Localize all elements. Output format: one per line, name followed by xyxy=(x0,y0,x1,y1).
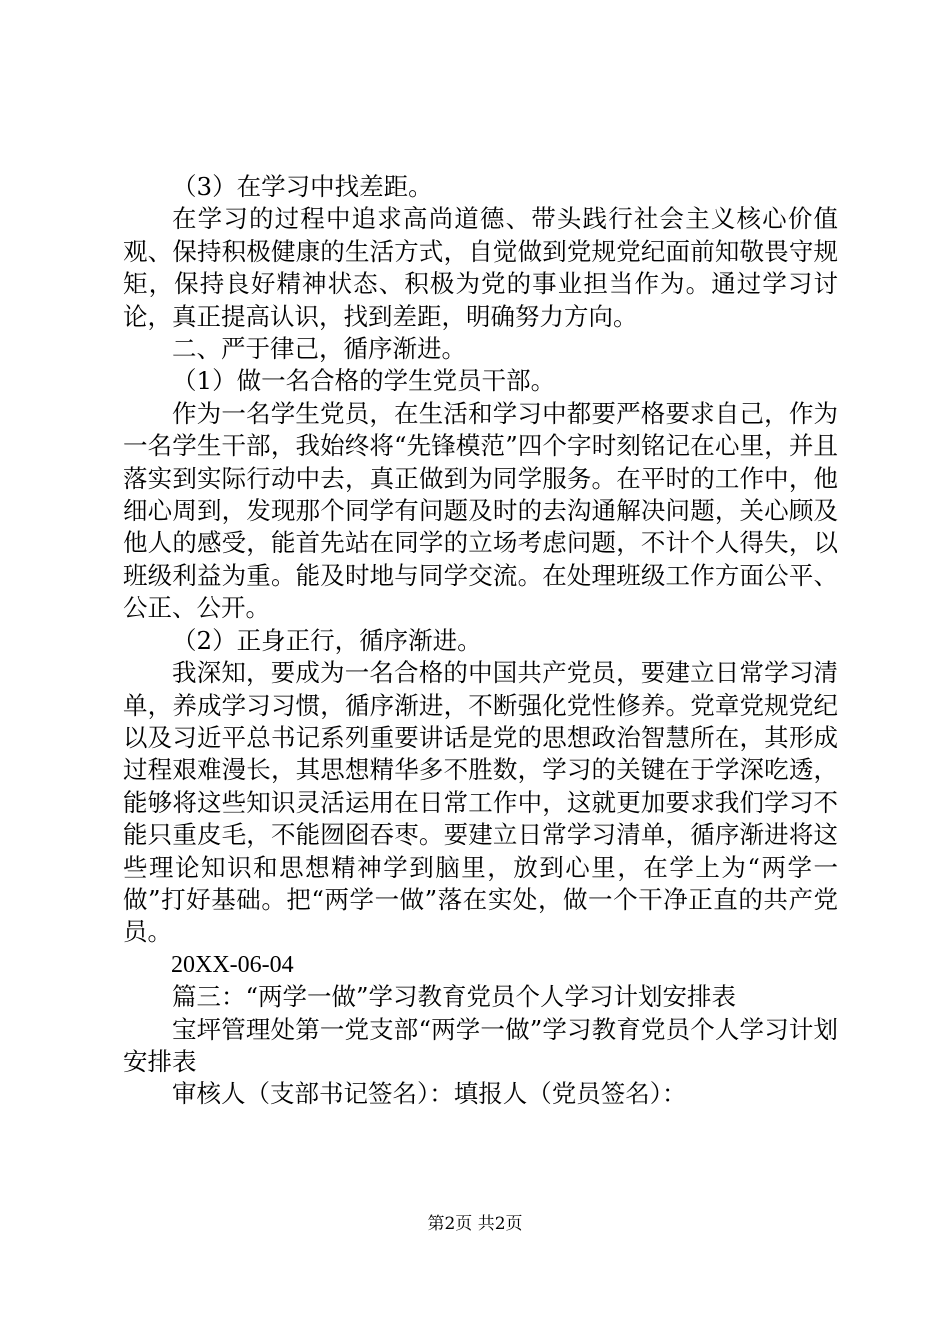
section-heading-self-discipline: 二、严于律己，循序渐进。 xyxy=(172,334,466,364)
subheading-find-gaps: （3）在学习中找差距。 xyxy=(172,172,433,201)
plan-table-title: 宝坪管理处第一党支部“两学一做”学习教育党员个人学习计划安排表 xyxy=(123,1014,838,1076)
document-date: 20XX-06-04 xyxy=(171,951,294,978)
subheading-qualified-cadre: （1）做一名合格的学生党员干部。 xyxy=(172,366,556,396)
paragraph-study-gaps: 在学习的过程中追求高尚道德、带头践行社会主义核心价值观、保持积极健康的生活方式，自觉做到党规党纪面前知敬畏守规矩，保持良好精神状态、积极为党的事业担当作为。通过学习讨论，真正提高认识，找到差距，明确努力方向。 xyxy=(123,204,838,331)
document-body xyxy=(123,171,838,1111)
chapter-three-title: 篇三：“两学一做”学习教育党员个人学习计划安排表 xyxy=(172,982,737,1012)
paragraph-study-list: 我深知，要成为一名合格的中国共产党员，要建立日常学习清单，养成学习习惯，循序渐进，不断强化党性修养。党章党规党纪以及习近平总书记系列重要讲话是党的思想政治智慧所在，其形成过程艰难漫长，其思想精华多不胜数，学习的关键在于学深吃透，能够将这些知识灵活运用在日常工作中，这就更加要求我们学习不能只重皮毛，不能囫囵吞枣。要建立日常学习清单，循序渐进将这些理论知识和思想精神学到脑里，放到心里，在学上为“两学一做”打好基础。把“两学一做”落在实处，做一个干净正直的共产党员。 xyxy=(123,658,838,947)
page-number-footer: 第2页 共2页 xyxy=(427,1214,523,1234)
paragraph-student-cadre: 作为一名学生党员，在生活和学习中都要严格要求自己，作为一名学生干部，我始终将“先锋模范”四个字时刻铭记在心里，并且落实到实际行动中去，真正做到为同学服务。在平时的工作中，他细心周到，发现那个同学有问题及时的去沟通解决问题，关心顾及他人的感受，能首先站在同学的立场考虑问题，不计个人得失，以班级利益为重。能及时地与同学交流。在处理班级工作方面公平、公正、公开。 xyxy=(123,398,838,623)
signature-line: 审核人（支部书记签名）：填报人（党员签名）： xyxy=(172,1079,687,1109)
subheading-upright-conduct: （2）正身正行，循序渐进。 xyxy=(172,625,482,655)
